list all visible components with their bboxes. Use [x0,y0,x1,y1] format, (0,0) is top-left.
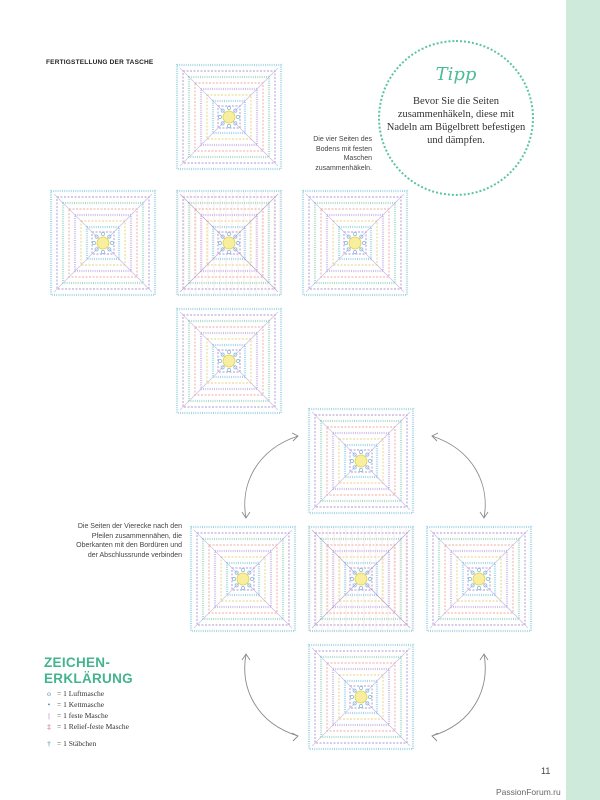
section-title: FERTIGSTELLUNG DER TASCHE [46,59,154,66]
single-crochet-icon: | [48,711,50,720]
granny-square-left [46,186,160,300]
tip-text: Bevor Sie die Seiten zusammenhäkeln, diese mit Nadeln am Bügelbrett befestigen und dämpfen. [386,96,526,146]
legend-item [44,689,104,698]
arrow-bottom-right [424,648,494,744]
legend-item [44,722,129,731]
granny-square-center-2 [304,522,418,636]
legend-label: = 1 Luftmasche [57,689,105,698]
granny-square-bottom-2 [304,640,418,754]
side-color-band [566,0,600,800]
legend-label: = 1 feste Masche [57,711,109,720]
tip-title: Tipp [435,64,477,85]
legend-item [44,700,104,709]
granny-square-top [172,60,286,174]
granny-square-bottom [172,304,286,418]
arrow-top-left [236,430,306,526]
legend-item [44,739,96,748]
arrow-top-right [424,430,494,526]
slip-stitch-icon: • [47,700,51,709]
page-number: 11 [541,766,551,776]
chain-stitch-icon: o [47,689,51,698]
relief-stitch-icon: ‡ [47,722,51,731]
note-join-base: Die vier Seiten des Bodens mit festen Maschen zusammenhäkeln. [313,136,372,172]
double-crochet-icon: † [47,739,51,748]
legend-title-line1: ZEICHEN- [44,655,111,670]
legend-title-line2: ERKLÄRUNG [44,671,133,686]
legend-label: = 1 Stäbchen [57,739,97,748]
granny-square-left-2 [186,522,300,636]
granny-square-top-2 [304,404,418,518]
arrow-bottom-left [236,648,306,744]
legend-label: = 1 Relief-feste Masche [57,722,129,731]
legend-item [44,711,108,720]
granny-square-right-2 [422,522,536,636]
granny-square-right [298,186,412,300]
watermark: PassionForum.ru [496,787,561,797]
note-sew-sides: Die Seiten der Vierecke nach den Pfeilen zusammennähen, die Oberkanten mit den Bordüren und der Abschlussrunde verbinden [76,523,182,559]
tip-bubble [378,40,534,196]
granny-square-center [172,186,286,300]
legend [44,655,133,748]
legend-label: = 1 Kettmasche [57,700,105,709]
